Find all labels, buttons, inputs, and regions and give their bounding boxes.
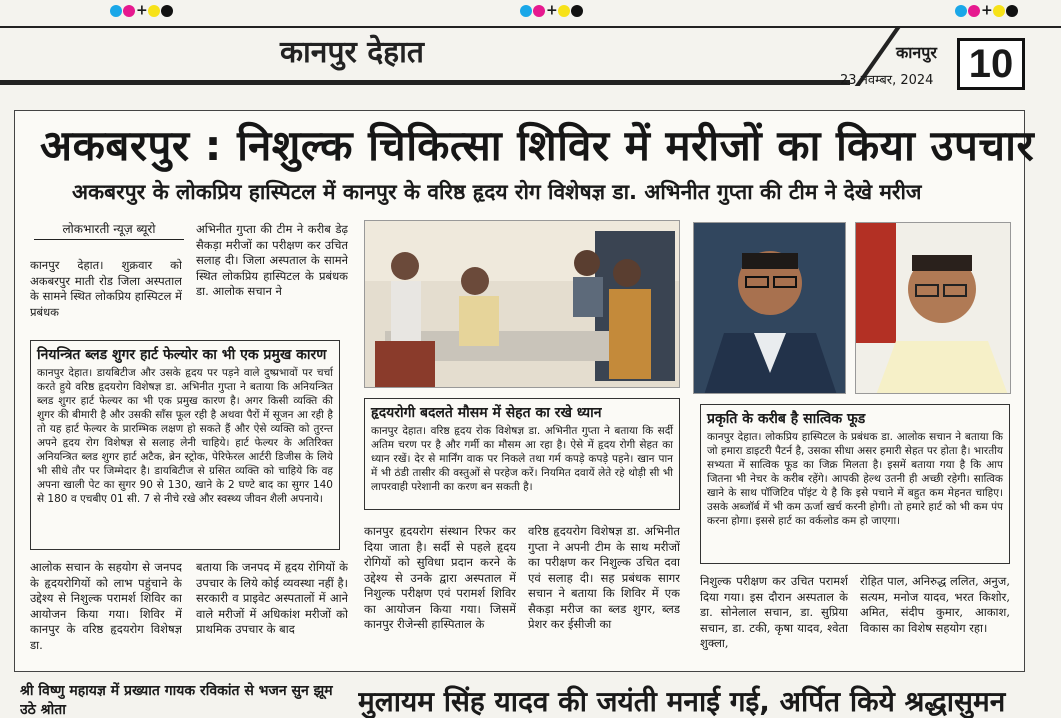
article-headline: अकबरपुर : निशुल्क चिकित्सा शिविर में मरीजों का किया उपचार [40,121,1035,170]
box-title: हृदयरोगी बदलते मौसम में सेहत का रखे ध्यान [371,405,602,421]
photo-doctor-alok-sachan [855,222,1011,394]
registration-mark: + [110,0,174,18]
sidebar-box-weather-health [364,398,680,510]
masthead-place: कानपुर [896,43,937,62]
masthead-rule [0,26,1061,28]
bottom-left-headline: श्री विष्णु महायज्ञ में प्रख्यात गायक रविकांत से भजन सुन झूम उठे श्रोता [20,683,333,718]
article-column-5-bottom: निशुल्क परीक्षण कर उचित परामर्श दिया गया। इस दौरान अस्पताल के डा. सोनेलाल सचान, डा. सुप्रिया सचान, डा. टकी, कृषा यादव, श्वेता शुक्ला, [700,574,848,650]
box-body: कानपुर देहात। वरिष्ठ हृदय रोक विशेषज्ञ डा. अभिनीत गुप्ता ने बताया कि सर्दी अतिम चरण पर है और गर्मी का मौसम आ रहा है। ऐसे में हृदय रोगी सेहत का ध्यान रखें। देर से मार्निंग वाक पर निकले तथा गर्म कपड़े कपड़े पहने। खान पान में भी ठंडी तासीर की वस्तुओं से परहेज करें। नियमित दवायें लेते रहे थोड़ी सी भी लापरवाही परेशानी का करण बन सकती है। [371,425,673,493]
photo-illustration [365,221,680,388]
section-title: कानपुर देहात [280,35,424,70]
article-column-2-top: अभिनीत गुप्ता की टीम ने करीब डेढ़ सैकड़ा मरीजों का परीक्षण कर उचित सलाह दी। जिला अस्पताल के सामने स्थित लोकप्रिय हास्पिटल के प्रबंधक डा. आलोक सचान ने [196,222,348,298]
photo-illustration [694,223,846,394]
article-column-1-bottom: आलोक सचान के सहयोग से जनपद के हृदयरोगियों को लाभ पहुंचाने के उद्देश्य से निशुल्क परामर्श शिविर का आयोजन किया गया। शिविर में कानपुर के वरिष्ठ हृदयरोग विशेषज्ञ डा. [30,560,182,652]
registration-mark: + [955,0,1019,18]
article-column-6-bottom: रोहित पाल, अनिरुद्ध ललित, अनुज, सत्यम, मनोज यादव, भरत किशोर, अमित, संदीप कुमार, आकाश, विकास का विशेष सहयोग रहा। [860,574,1010,635]
masthead-underline [0,80,850,85]
page-number: 10 [957,38,1025,90]
box-title: नियन्त्रित ब्लड शुगर हार्ट फेल्योर का भी एक प्रमुख कारण [37,347,327,363]
registration-mark: + [520,0,584,18]
masthead-date: 23 नवम्बर, 2024 [840,73,934,88]
box-title: प्रकृति के करीब है सात्विक फूड [707,411,866,427]
box-body: कानपुर देहात। लोकप्रिय हास्पिटल के प्रबंधक डा. आलोक सचान ने बताया कि जो हमारा डाइटरी पैटर्न है, उसका सीधा असर हमारी सेहत पर होता है। भारतीय सभ्यता में सात्विक फूड का जिक्र मिलता है। इसमें बताया गया है कि आप जितना भी नेचर के करीब रहेंगे। आपकी हेल्थ उतनी ही अच्छी रहेगी। सात्विक खाने के साथ पॉजिटिव पॉइंट ये है कि इसे पचाने में बहुत कम मेहनत चाहिए। उसके अब्जॉर्ब में भी कम ऊर्जा खर्च करनी होगी। तो हमारे हार्ट को भी कम पंप करना होगा। इससे हार्ट का वर्कलोड कम हो जाएगा। [707,431,1003,527]
bottom-right-headline: मुलायम सिंह यादव की जयंती मनाई गई, अर्पित किये श्रद्धासुमन [358,685,1006,718]
sidebar-box-satvik-food [700,404,1010,564]
article-column-1-top: कानपुर देहात। शुक्रवार को अकबरपुर माती रोड जिला अस्पताल के सामने स्थित लोकप्रिय हास्पिटल में प्रबंधक [30,258,182,319]
article-subheadline: अकबरपुर के लोकप्रिय हास्पिटल में कानपुर के वरिष्ठ हृदय रोग विशेषज्ञ डा. अभिनीत गुप्ता की टीम ने देखे मरीज [72,180,922,204]
photo-doctor-abhineet-gupta [693,222,846,394]
article-column-2-bottom: बताया कि जनपद में हृदय रोगियों के उपचार के लिये कोई व्यवस्था नहीं है। सरकारी व प्राइवेट अस्पतालों में आने वाले मरीजों में अधिकांश मरीजों को प्राथमिक उपचार के बाद [196,560,348,636]
article-column-3-bottom: कानपुर हृदयरोग संस्थान रिफर कर दिया जाता है। सर्दी से पहले हृदय रोगियों को सुविधा प्रदान करने के उद्देश्य से उनके द्वारा अस्पताल में निशुल्क परीक्षण एवं परामर्श शिविर का आयोजन किया गया। जिसमें कानपुर रीजेन्सी हास्पिताल के [364,524,516,631]
sidebar-box-blood-sugar [30,340,340,550]
byline: लोकभारती न्यूज़ ब्यूरो [34,220,184,240]
box-body: कानपुर देहात। डायबिटीज और उसके हृदय पर पड़ने वाले दुष्प्रभावों पर चर्चा करते हुये वरिष्ठ हृदयरोग विशेषज्ञ डा. अभिनीत गुप्ता ने बताया कि अनियन्त्रित ब्लड शुगर हार्ट फेल्यर का भी एक प्रमुख कारण है। अगर किसी व्यक्ति की शुगर की बीमारी है और उसकी साँस फूल रही है अथवा पैरों में सूजन आ रही है तो यह हार्ट फेल्यर के प्रारम्भिक लक्षण हो सकते हैं और ऐसे व्यक्ति को तुरन्त अपने हृदय रोग विशेषज्ञ से सलाह लेनी चाहिये। हार्ट फेल्यर के अतिरिक्त अनियन्त्रित ब्लड शुगर हार्ट अटैक, ब्रेन स्ट्रोक, पेरिफेरल आर्टरी डिजीस के लिये भी सीधे तौर पर जिम्मेदार है। डायबिटीज से ग्रसित व्यक्ति को चाहिये कि वह अपना खाली पेट का सुगर 90 से 130, खाने के 2 घण्टे बाद का सुगर 140 से 180 व एचबीए 01 सी. 7 से नीचे रखे और स्वस्थ्य जीवन शैली अपनाये। [37,367,333,505]
photo-doctor-examining-patient [364,220,680,388]
photo-illustration [856,223,1011,394]
article-column-4-bottom: वरिष्ठ हृदयरोग विशेषज्ञ डा. अभिनीत गुप्ता ने अपनी टीम के साथ मरीजों का परीक्षण कर निशुल्क उचित दवा एवं सलाह दी। सह प्रबंधक सागर सचान ने बताया कि शिविर में एक सैकड़ा मरीज का ब्लड शुगर, ब्लड प्रेशर कर ईसीजी का [528,524,680,631]
